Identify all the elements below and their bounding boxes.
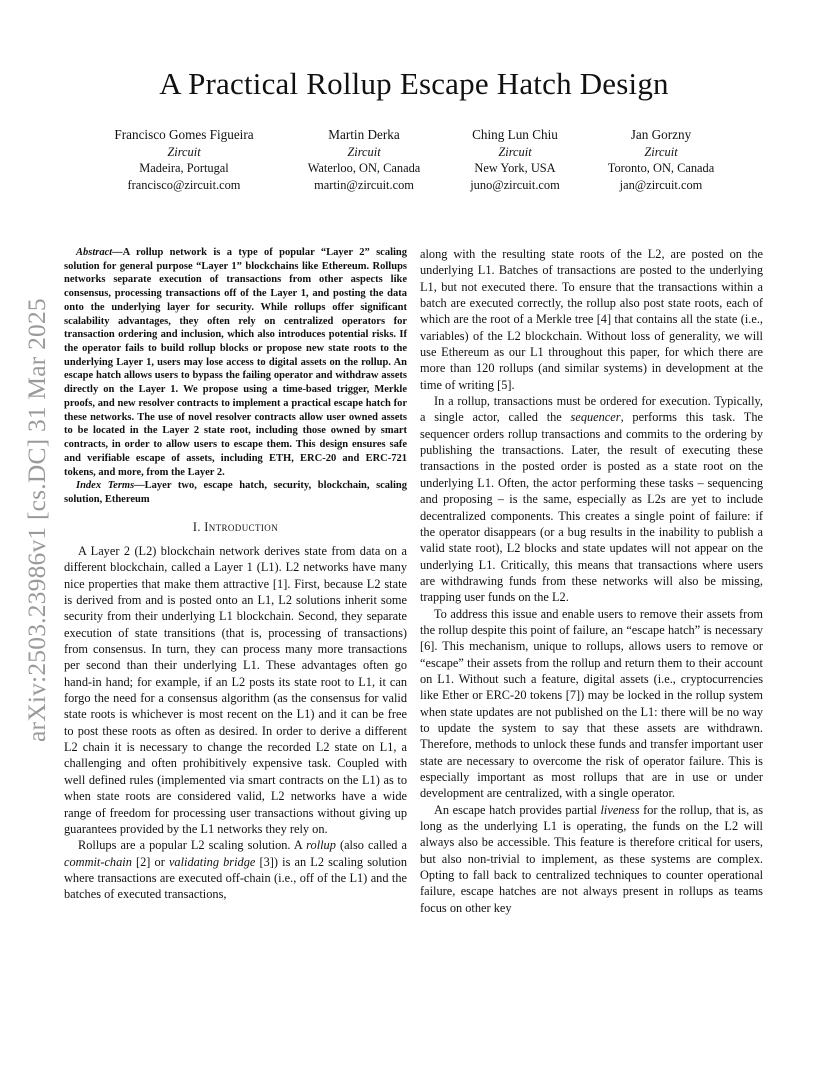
arxiv-identifier: arXiv:2503.23986v1 [cs.DC] 31 Mar 2025 xyxy=(22,298,51,742)
left-column xyxy=(64,246,407,903)
body-paragraph: Rollups are a popular L2 scaling solution. A rollup (also called a commit-chain [2] or validating bridge [3]) is an L2 scaling solution where transactions are executed off-chain (i.e., off of the L1) and the batches of executed transactions, xyxy=(64,838,408,902)
emphasis: commit-chain xyxy=(64,854,132,869)
body-paragraph: An escape hatch provides partial liveness for the rollup, that is, as long as the underlying L1 is operating, the funds on the L2 will always also be accessible. This feature is therefore critical for users, but also non-trivial to implement, as these systems are complex. Opting to fall back to centralized techniques to counter operational failure, escape hatches are not always present in rollups as teams focus on other key xyxy=(420,802,763,915)
author-location: Waterloo, ON, Canada xyxy=(307,161,421,176)
abstract-text: —A rollup network is a type of popular “Layer 2” scaling solution for general purpose “Layer 1” blockchains like Ethereum. Rollups networks separate execution of transactions from other aspects like consensus, processing transactions off of the Layer 1, and posting the data onto the underlying layer for security. While rollups offer significant scalability advantages, they often rely on centralized operators for transaction ordering and inclusion, which also introduces potential risks. If the operator fails to build rollup blocks or propose new state roots to the underlying Layer 1, users may lose access to digital assets on the rollup. An escape hatch allows users to bypass the failing operator and withdraw assets directly on the Layer 1. We propose using a time-based trigger, Merkle proofs, and new resolver contracts to implement a practical escape hatch for these networks. The use of novel resolver contracts allow user owned assets to be located in the Layer 2 state root, including those owned by smart contracts, in order to allow users to escape them. This design ensures safe and verifiable escape of assets, including ETH, ERC-20 and ERC-721 tokens, and more, from the Layer 2. xyxy=(64,247,407,478)
emphasis: rollup xyxy=(306,838,336,853)
section-title: Introduction xyxy=(204,519,279,534)
author-email: martin@zircuit.com xyxy=(314,177,414,192)
author-4 xyxy=(576,126,746,193)
body-paragraph: In a rollup, transactions must be ordered for execution. Typically, a single actor, called the sequencer, performs this task. The sequencer orders rollup transactions and commits to the ordering by publishing the transactions. Later, the result of executing these transactions in the posted order is posted as a state root on the underlying L1. Often, the actor performing these tasks – sequencing and proposing – is the same, especially as L2s are yet to include decentralized components. This creates a single point of failure: if the operator disappears (or a bug results in the inability to publish a valid state root), L2 blocks and state updates will not appear on the underlying L1. Critically, this means that transactions where users are withdrawing funds from these networks will also be missing, trapping user funds on the L2. xyxy=(420,394,763,605)
author-3 xyxy=(430,126,600,193)
author-name: Martin Derka xyxy=(328,127,400,142)
emphasis: liveness xyxy=(600,802,640,817)
index-terms-label: Index Terms xyxy=(76,480,135,492)
body-paragraph: To address this issue and enable users to remove their assets from the rollup despite this point of failure, an “escape hatch” is necessary [6]. This mechanism, unique to rollups, allows users to remove or “escape” their assets from the rollup and return them to their account on L1. Without such a feature, digital assets (i.e., cryptocurrencies like Ether or ERC-20 tokens [7]) may be locked in the rollup system when state updates are not published on the L1: there will be no way to update the system to say that these assets are withdrawn. Therefore, methods to unlock these funds and transfer important user state are necessary to overcome the risk of operator failure. This is especially important as most rollups that are in use or under development are centralized, with a single operator. xyxy=(420,606,763,801)
author-affiliation: Zircuit xyxy=(644,145,678,159)
body-paragraph: along with the resulting state roots of the L2, are posted on the underlying L1. Batches of transactions are posted to the underlying L1, but not executed there. To ensure that the transactions within a batch are executed correctly, the rollup also post state roots, each of which are the root of a Merkle tree [4] that contains all the state (i.e., variables) of the L2 blockchain. Without loss of generality, we will use Ethereum as our L1 throughout this paper, for which there are more than 120 rollups (and similar systems) in development at the time of writing [5]. xyxy=(420,247,763,392)
section-number: I. xyxy=(192,519,205,534)
author-location: Madeira, Portugal xyxy=(139,161,229,176)
abstract-label: Abstract xyxy=(76,247,113,258)
author-name: Jan Gorzny xyxy=(630,127,692,142)
emphasis: validating bridge xyxy=(168,854,256,869)
author-1 xyxy=(99,126,269,193)
paper-title: A Practical Rollup Escape Hatch Design xyxy=(159,66,669,101)
author-affiliation: Zircuit xyxy=(347,145,381,159)
author-name: Francisco Gomes Figueira xyxy=(114,127,254,142)
author-email: jan@zircuit.com xyxy=(619,177,703,192)
author-email: juno@zircuit.com xyxy=(470,177,560,192)
section-heading xyxy=(64,519,407,535)
index-terms-text: —Layer two, escape hatch, security, blockchain, scaling solution, Ethereum xyxy=(64,480,407,505)
author-location: New York, USA xyxy=(474,161,556,176)
author-name: Ching Lun Chiu xyxy=(472,127,558,142)
abstract xyxy=(64,246,407,507)
author-affiliation: Zircuit xyxy=(167,145,201,159)
right-column xyxy=(420,246,763,916)
author-location: Toronto, ON, Canada xyxy=(607,161,715,176)
author-2 xyxy=(279,126,449,193)
body-paragraph: A Layer 2 (L2) blockchain network derives state from data on a different blockchain, called a Layer 1 (L1). L2 networks have many nice properties that make them attractive [1]. First, because L2 state is derived from and is posted onto an L1, L2 solutions inherit some security from their underlying L1 blockchain. Second, they separate execution of state transitions (that is, processing of transactions) from consensus. In turn, they can process many more transactions per second than their underlying L1. These advantages often go hand-in hand; for example, if an L2 posts its state root to L1, it can forgo the need for a consensus algorithm (as the consensus for valid state roots is whichever is most recent on the L1) and it can be free to post these roots as often as desired. In order to derive a different L2 chain it is necessary to change the recorded L2 state on L1, a challenging and often prohibitively expensive task. Coupled with well defined rules (implemented via smart contracts on the L1) as to when state roots are considered valid, L2 networks have a wide range of freedom for processing user transactions without giving up guarantees provided by the L1 networks they rely on. xyxy=(64,544,407,836)
emphasis: sequencer xyxy=(570,410,621,425)
author-email: francisco@zircuit.com xyxy=(127,177,241,192)
author-affiliation: Zircuit xyxy=(498,145,532,159)
